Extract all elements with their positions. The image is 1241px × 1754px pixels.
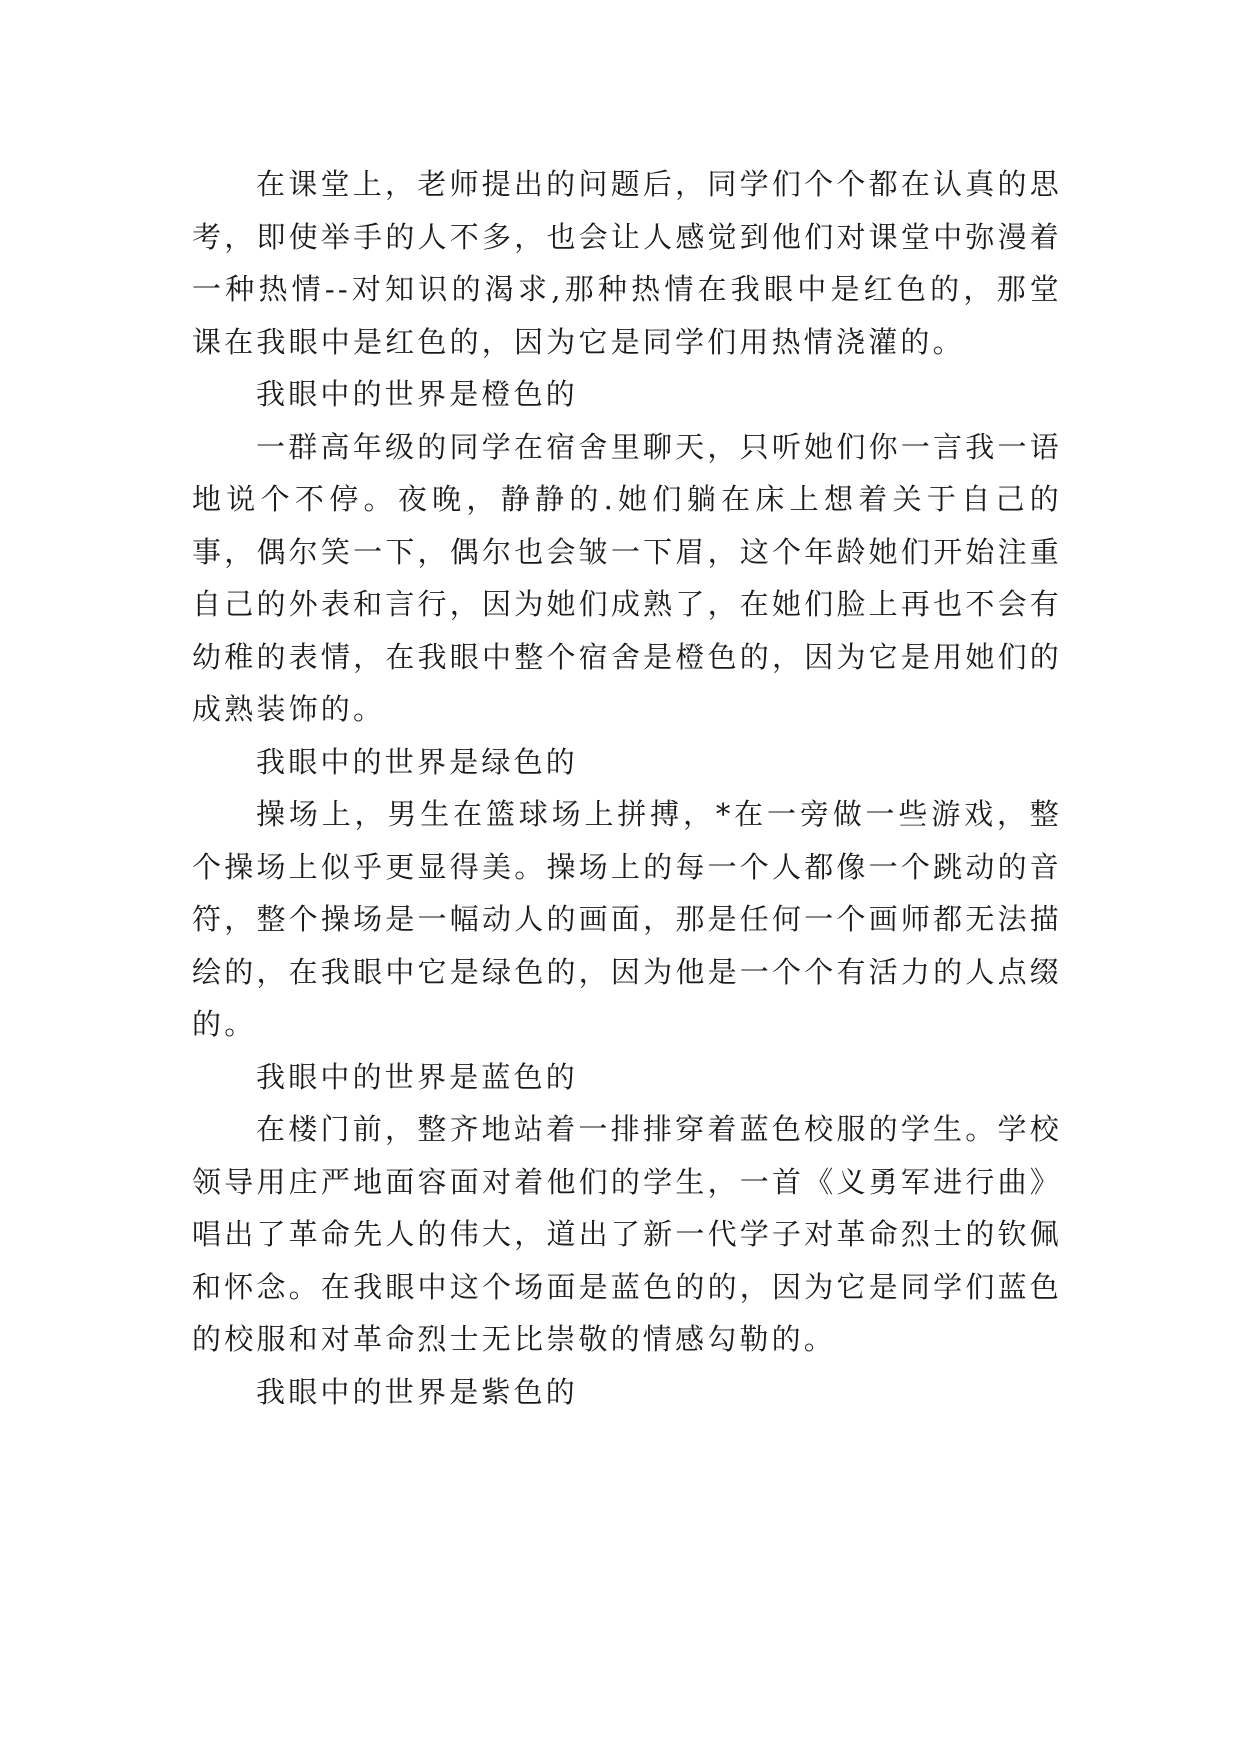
document-body <box>192 158 1062 1418</box>
heading-green: 我眼中的世界是绿色的 <box>256 744 579 779</box>
heading-blue: 我眼中的世界是蓝色的 <box>256 1059 579 1094</box>
paragraph-orange-dorm: 一群高年级的同学在宿舍里聊天，只听她们你一言我一语地说个不停。夜晚，静静的.她们躺在床上想着关于自己的事，偶尔笑一下，偶尔也会皱一下眉，这个年龄她们开始注重自己的外表和言行，因为她们成熟了，在她们脸上再也不会有幼稚的表情，在我眼中整个宿舍是橙色的，因为它是用她们的成熟装饰的。 <box>192 429 1062 726</box>
paragraph-green-playground: 操场上，男生在篮球场上拼搏，*在一旁做一些游戏，整个操场上似乎更显得美。操场上的每一个人都像一个跳动的音符，整个操场是一幅动人的画面，那是任何一个画师都无法描绘的，在我眼中它是绿色的，因为他是一个个有活力的人点缀的。 <box>192 797 1062 1041</box>
paragraph-red-classroom: 在课堂上，老师提出的问题后，同学们个个都在认真的思考，即使举手的人不多，也会让人感觉到他们对课堂中弥漫着一种热情--对知识的渴求,那种热情在我眼中是红色的，那堂课在我眼中是红色的，因为它是同学们用热情浇灌的。 <box>192 167 1062 359</box>
paragraph-blue-anthem: 在楼门前，整齐地站着一排排穿着蓝色校服的学生。学校领导用庄严地面容面对着他们的学生，一首《义勇军进行曲》唱出了革命先人的伟大，道出了新一代学子对革命烈士的钦佩和怀念。在我眼中这个场面是蓝色的的，因为它是同学们蓝色的校服和对革命烈士无比崇敬的情感勾勒的。 <box>192 1112 1062 1356</box>
heading-orange: 我眼中的世界是橙色的 <box>256 377 579 411</box>
heading-purple: 我眼中的世界是紫色的 <box>256 1374 579 1409</box>
